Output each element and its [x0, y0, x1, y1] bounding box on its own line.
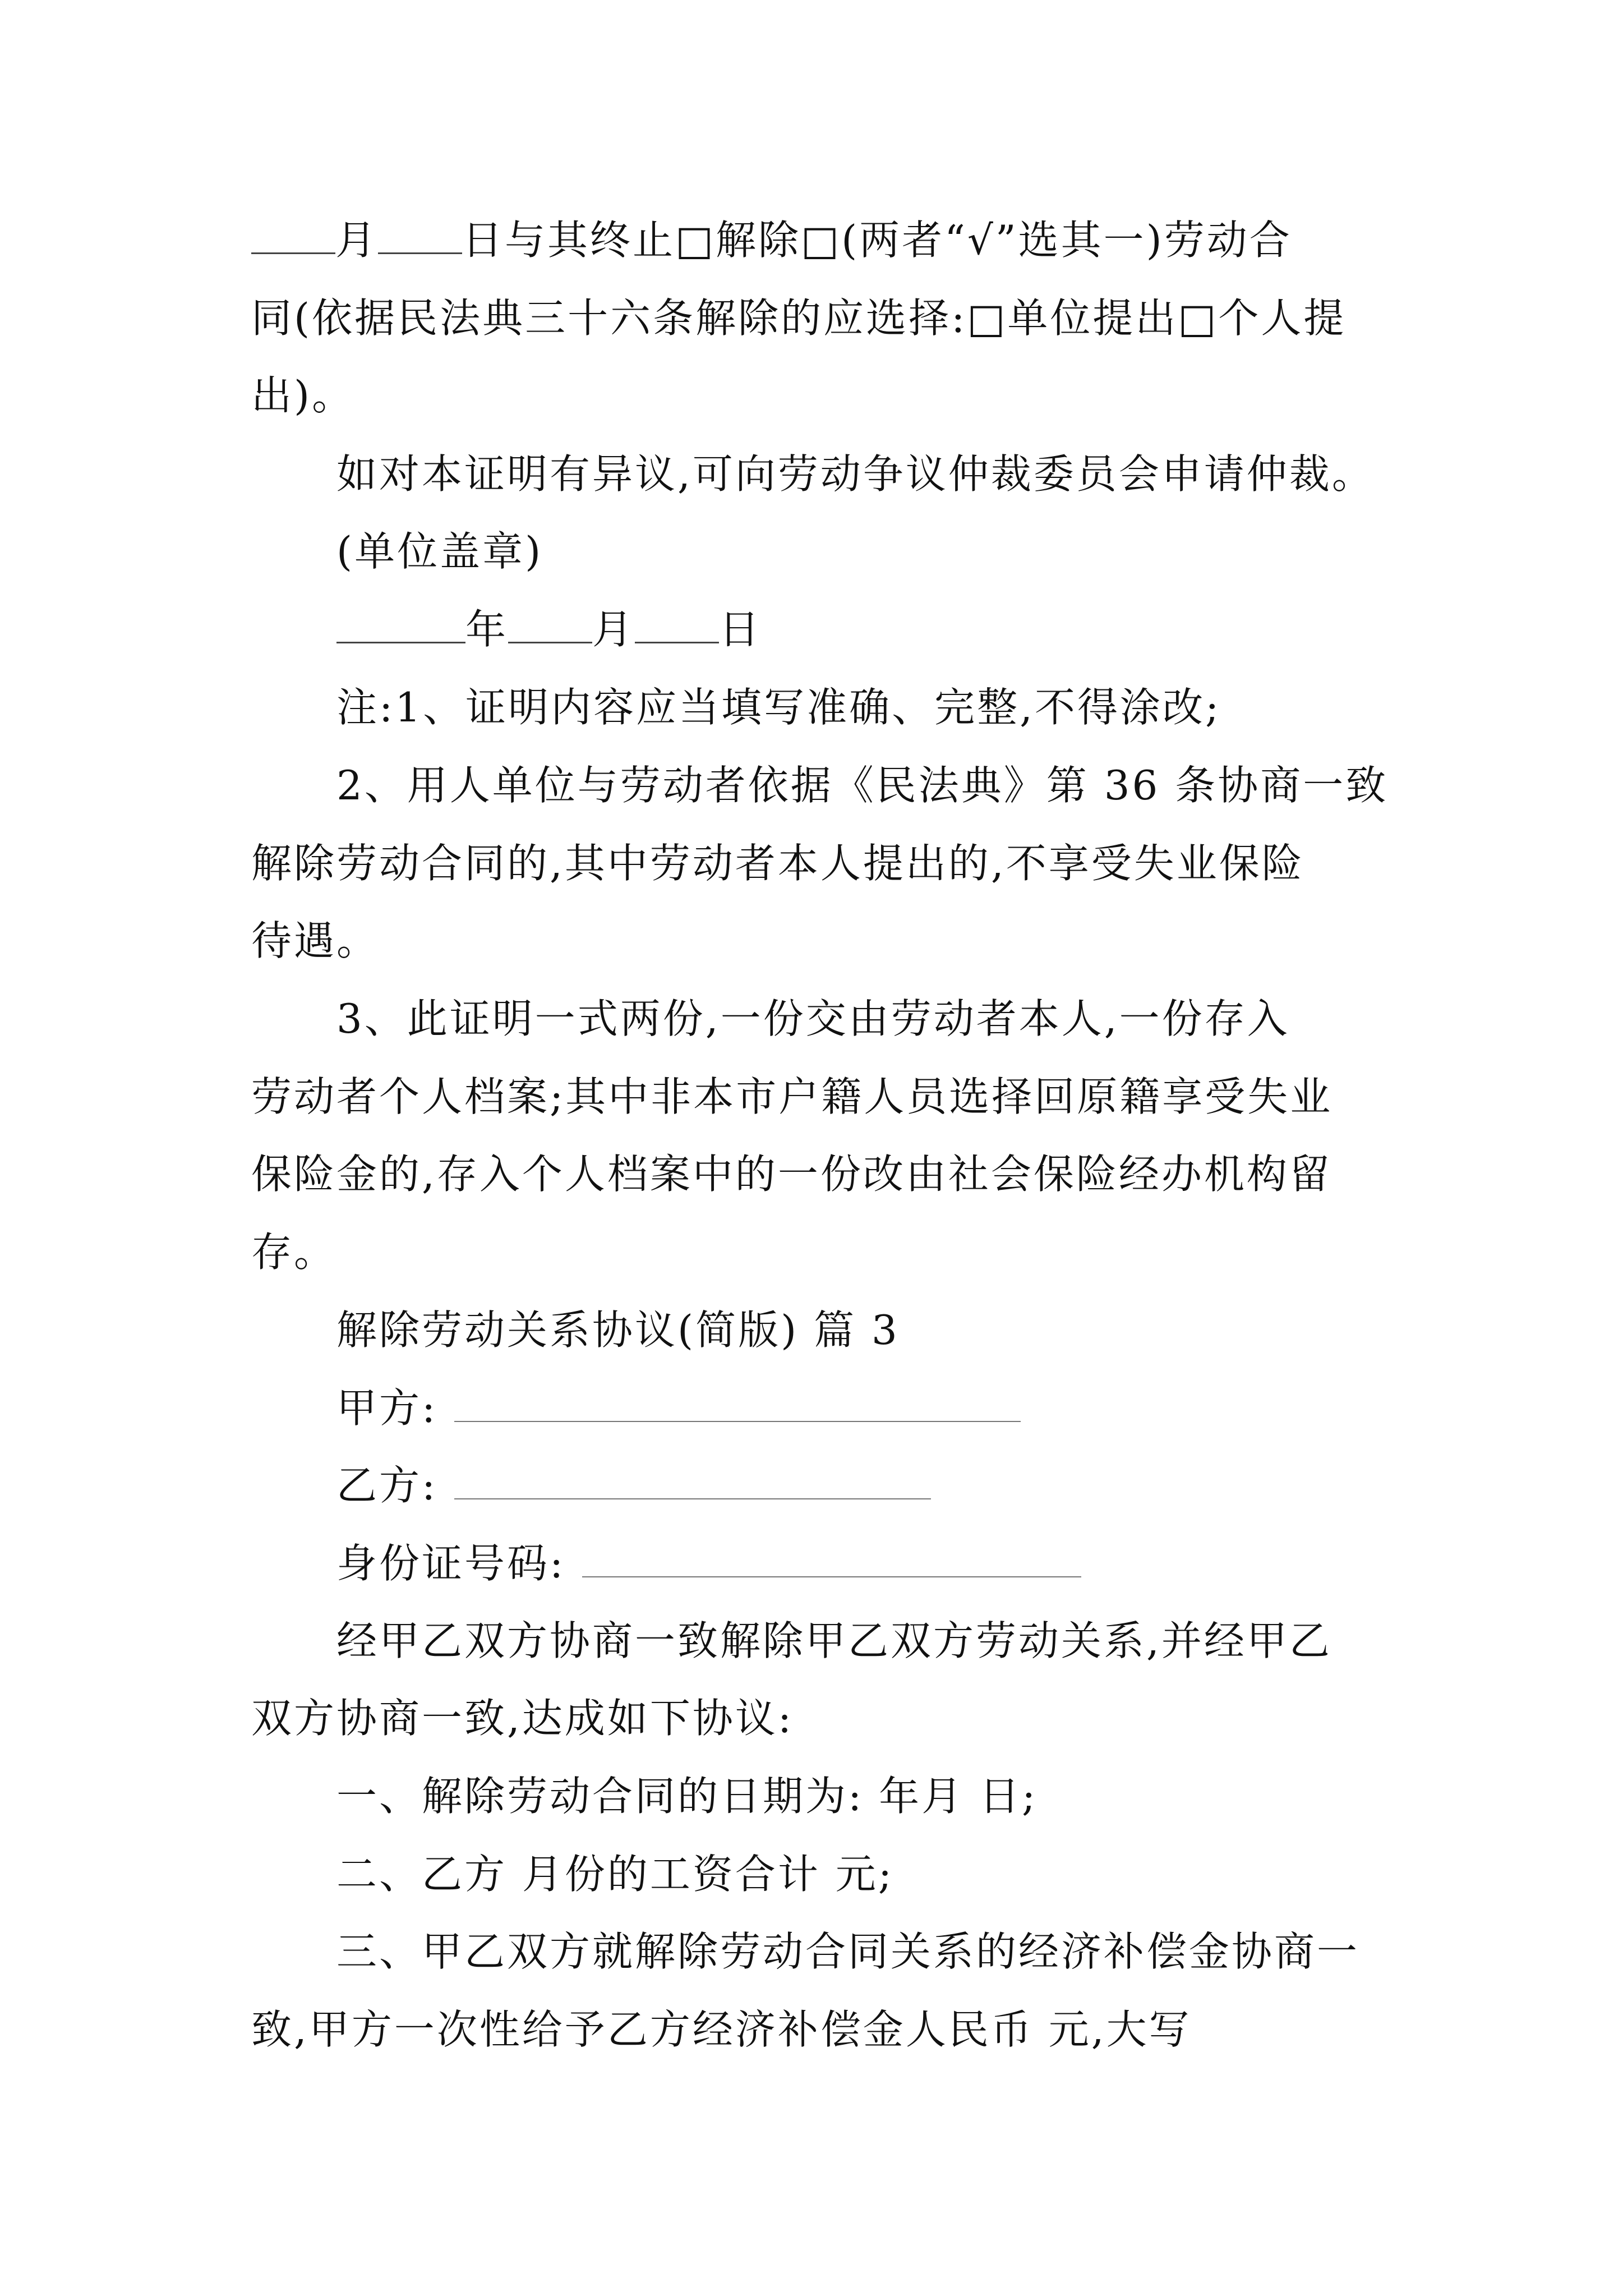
note-line: 解除劳动合同的,其中劳动者本人提出的,不享受失业保险 — [251, 840, 1304, 887]
text-segment: 日与其终止□解除□(两者“√”选其一)劳动合 — [462, 217, 1292, 264]
paragraph-line: 经甲乙双方协商一致解除甲乙双方劳动关系,并经甲乙 — [336, 1617, 1332, 1664]
party-a-label: 甲方: — [336, 1384, 438, 1432]
month-label: 月 — [592, 606, 635, 653]
clause-line: 致,甲方一次性给予乙方经济补偿金人民币 元,大写 — [251, 2006, 1192, 2053]
section-heading: 解除劳动关系协议(简版) 篇 3 — [336, 1306, 900, 1354]
note-line: 2、用人单位与劳动者依据《民法典》第 36 条协商一致 — [336, 762, 1389, 809]
date-line — [336, 604, 762, 655]
blank-field — [378, 218, 462, 254]
note-line: 劳动者个人档案;其中非本市户籍人员选择回原籍享受失业 — [251, 1073, 1333, 1120]
paragraph-line — [251, 215, 1292, 265]
party-b-label: 乙方: — [336, 1462, 438, 1509]
blank-field — [454, 1464, 931, 1499]
paragraph-line: (单位盖章) — [336, 528, 543, 575]
clause-line: 二、乙方 月份的工资合计 元; — [336, 1851, 895, 1898]
paragraph-line: 如对本证明有异议,可向劳动争议仲裁委员会申请仲裁。 — [336, 450, 1375, 498]
year-label: 年 — [465, 606, 509, 653]
id-number-label: 身份证号码: — [336, 1540, 566, 1587]
blank-field — [582, 1542, 1081, 1577]
blank-field — [454, 1386, 1021, 1422]
note-line: 注:1、证明内容应当填写准确、完整,不得涂改; — [336, 684, 1221, 731]
blank-field — [635, 607, 719, 643]
note-line: 保险金的,存入个人档案中的一份改由社会保险经办机构留 — [251, 1151, 1332, 1198]
party-a-line — [336, 1383, 1021, 1433]
note-line: 待遇。 — [251, 917, 380, 964]
party-b-line — [336, 1460, 931, 1511]
paragraph-line: 同(依据民法典三十六条解除的应选择:□单位提出□个人提 — [251, 295, 1347, 342]
clause-line: 一、解除劳动合同的日期为: 年月 日; — [336, 1773, 1038, 1820]
note-line: 存。 — [251, 1228, 337, 1276]
blank-field — [508, 607, 592, 643]
blank-field — [251, 218, 335, 254]
id-number-line — [336, 1538, 1081, 1589]
paragraph-line: 双方协商一致,达成如下协议: — [251, 1695, 794, 1742]
text-segment: 月 — [335, 217, 379, 264]
paragraph-line: 出)。 — [251, 372, 355, 419]
day-label: 日 — [719, 606, 762, 653]
note-line: 3、此证明一式两份,一份交由劳动者本人,一份存入 — [336, 995, 1290, 1042]
clause-line: 三、甲乙双方就解除劳动合同关系的经济补偿金协商一 — [336, 1928, 1360, 1975]
blank-field — [336, 607, 465, 643]
